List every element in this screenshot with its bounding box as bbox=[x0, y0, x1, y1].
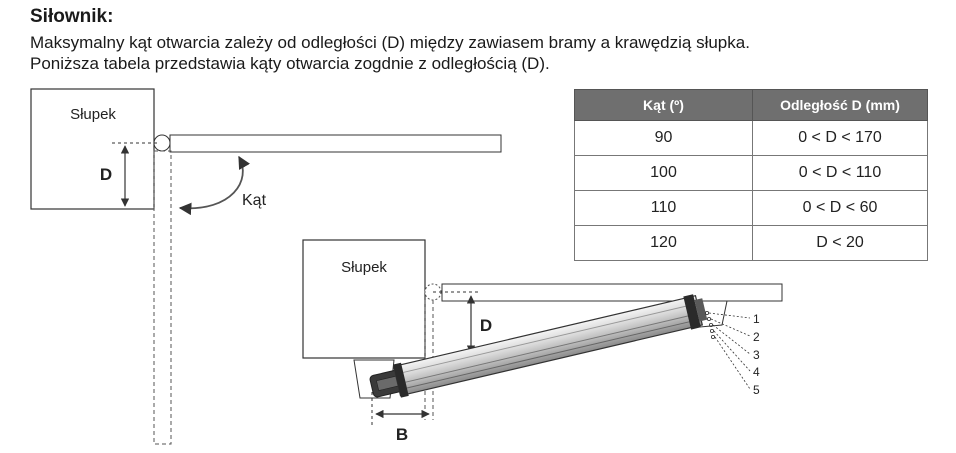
top-angle-label: Kąt bbox=[242, 192, 267, 209]
table-cell-distance: 0 < D < 60 bbox=[753, 191, 928, 226]
table-header-row bbox=[575, 90, 928, 121]
hole-label-2: 2 bbox=[753, 330, 760, 344]
bottom-post-label: Słupek bbox=[341, 259, 387, 276]
hole-label-3: 3 bbox=[753, 348, 760, 362]
top-gate-open bbox=[154, 151, 171, 444]
table-cell-distance: D < 20 bbox=[753, 226, 928, 261]
hole-label-1: 1 bbox=[753, 312, 760, 326]
table-cell-angle: 90 bbox=[575, 121, 753, 156]
table-row bbox=[575, 191, 928, 226]
bottom-diagram bbox=[303, 240, 782, 444]
description-line-1: Maksymalny kąt otwarcia zależy od odległości (D) między zawiasem bramy a krawędzią słupka. bbox=[30, 33, 750, 52]
table-row bbox=[575, 121, 928, 156]
table-cell-angle: 110 bbox=[575, 191, 753, 226]
top-d-label: D bbox=[99, 165, 113, 184]
table-cell-angle: 100 bbox=[575, 156, 753, 191]
hole-label-5: 5 bbox=[753, 383, 760, 397]
hole-label-4: 4 bbox=[753, 365, 760, 379]
top-diagram bbox=[31, 89, 501, 444]
description-line-2: Poniższa tabela przedstawia kąty otwarcia zogdnie z odległością (D). bbox=[30, 54, 550, 73]
table-header-distance: Odległość D (mm) bbox=[753, 90, 928, 121]
top-angle-arrow bbox=[180, 157, 243, 208]
top-gate-closed bbox=[170, 135, 501, 152]
page-heading: Siłownik: bbox=[30, 6, 114, 27]
table-cell-distance: 0 < D < 110 bbox=[753, 156, 928, 191]
bottom-gate bbox=[442, 284, 782, 301]
table-header-angle: Kąt (º) bbox=[575, 90, 753, 121]
bottom-post bbox=[303, 240, 425, 358]
table-row bbox=[575, 156, 928, 191]
table-cell-angle: 120 bbox=[575, 226, 753, 261]
bottom-b-label: B bbox=[395, 425, 409, 444]
top-post-label: Słupek bbox=[70, 106, 116, 123]
bottom-d-label: D bbox=[479, 316, 493, 335]
table-cell-distance: 0 < D < 170 bbox=[753, 121, 928, 156]
angle-distance-table bbox=[574, 89, 928, 261]
table-row bbox=[575, 226, 928, 261]
